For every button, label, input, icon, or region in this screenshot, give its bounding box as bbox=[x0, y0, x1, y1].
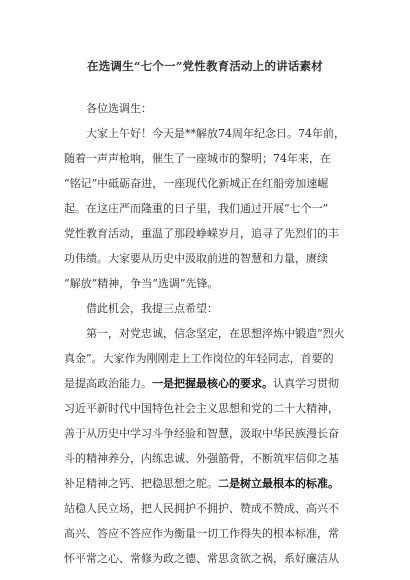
paragraph-line bbox=[64, 471, 348, 496]
paragraph-line: “铭记”中砥砺奋进，一座现代化新城正在红船旁加速崛 bbox=[64, 177, 329, 190]
paragraph-line: 随着一声声枪响，催生了一座城市的黎明；74年来，在 bbox=[64, 152, 331, 165]
bold-heading: 二是树立最根本的标准。 bbox=[218, 477, 339, 490]
paragraph-line bbox=[64, 371, 348, 396]
bold-heading: 一是把握最核心的要求。 bbox=[152, 377, 273, 390]
paragraph-line: 站稳人民立场，把人民拥护不拥护、赞成不赞成、高兴不 bbox=[64, 502, 339, 515]
salutation: 各位选调生： bbox=[86, 102, 152, 115]
line-text: 认真学习贯彻 bbox=[273, 377, 339, 390]
paragraph-line: 功伟绩。大家要从历史中汲取前进的智慧和力量，赓续 bbox=[64, 252, 328, 265]
paragraph-line: 怀平常之心、常修为政之德、常思贪欲之祸，系好廉洁从 bbox=[64, 552, 339, 565]
paragraph-line: 善于从历史中学习斗争经验和智慧，汲取中华民族漫长奋 bbox=[64, 427, 339, 440]
paragraph-line: 大家上午好！今天是**解放74周年纪念日。74年前， bbox=[86, 127, 345, 140]
paragraph-line: “解放”精神，争当“选调”先锋。 bbox=[64, 277, 219, 290]
paragraph-line: 高兴、答应不答应作为衡量一切工作得失的根本标准，常 bbox=[64, 527, 339, 540]
paragraph-line: 党性教育活动，重温了那段峥嵘岁月，追寻了先烈们的丰 bbox=[64, 227, 339, 240]
paragraph-hopes-intro: 借此机会，我提三点希望： bbox=[86, 302, 218, 315]
paragraph-greeting bbox=[64, 121, 348, 296]
paragraph-line: 斗的精神养分，内练忠诚、外强筋骨，不断筑牢信仰之基 bbox=[64, 452, 339, 465]
paragraph-first-hope bbox=[64, 321, 348, 571]
document-title: 在选调生“七个一”党性教育活动上的讲话素材 bbox=[87, 59, 323, 73]
paragraph-line: 习近平新时代中国特色社会主义思想和党的二十大精神， bbox=[64, 402, 339, 415]
paragraph-line: 真金”。大家作为刚刚走上工作岗位的年轻同志，首要的 bbox=[64, 352, 334, 365]
line-text: 补足精神之钙、把稳思想之舵。 bbox=[64, 477, 218, 490]
document-body bbox=[64, 96, 348, 571]
paragraph-line: 第一，对党忠诚，信念坚定，在思想淬炼中锻造“烈火 bbox=[86, 327, 345, 340]
line-text: 是提高政治能力。 bbox=[64, 377, 152, 390]
paragraph-line: 起。在这庄严而隆重的日子里，我们通过开展“七个一” bbox=[64, 202, 329, 215]
